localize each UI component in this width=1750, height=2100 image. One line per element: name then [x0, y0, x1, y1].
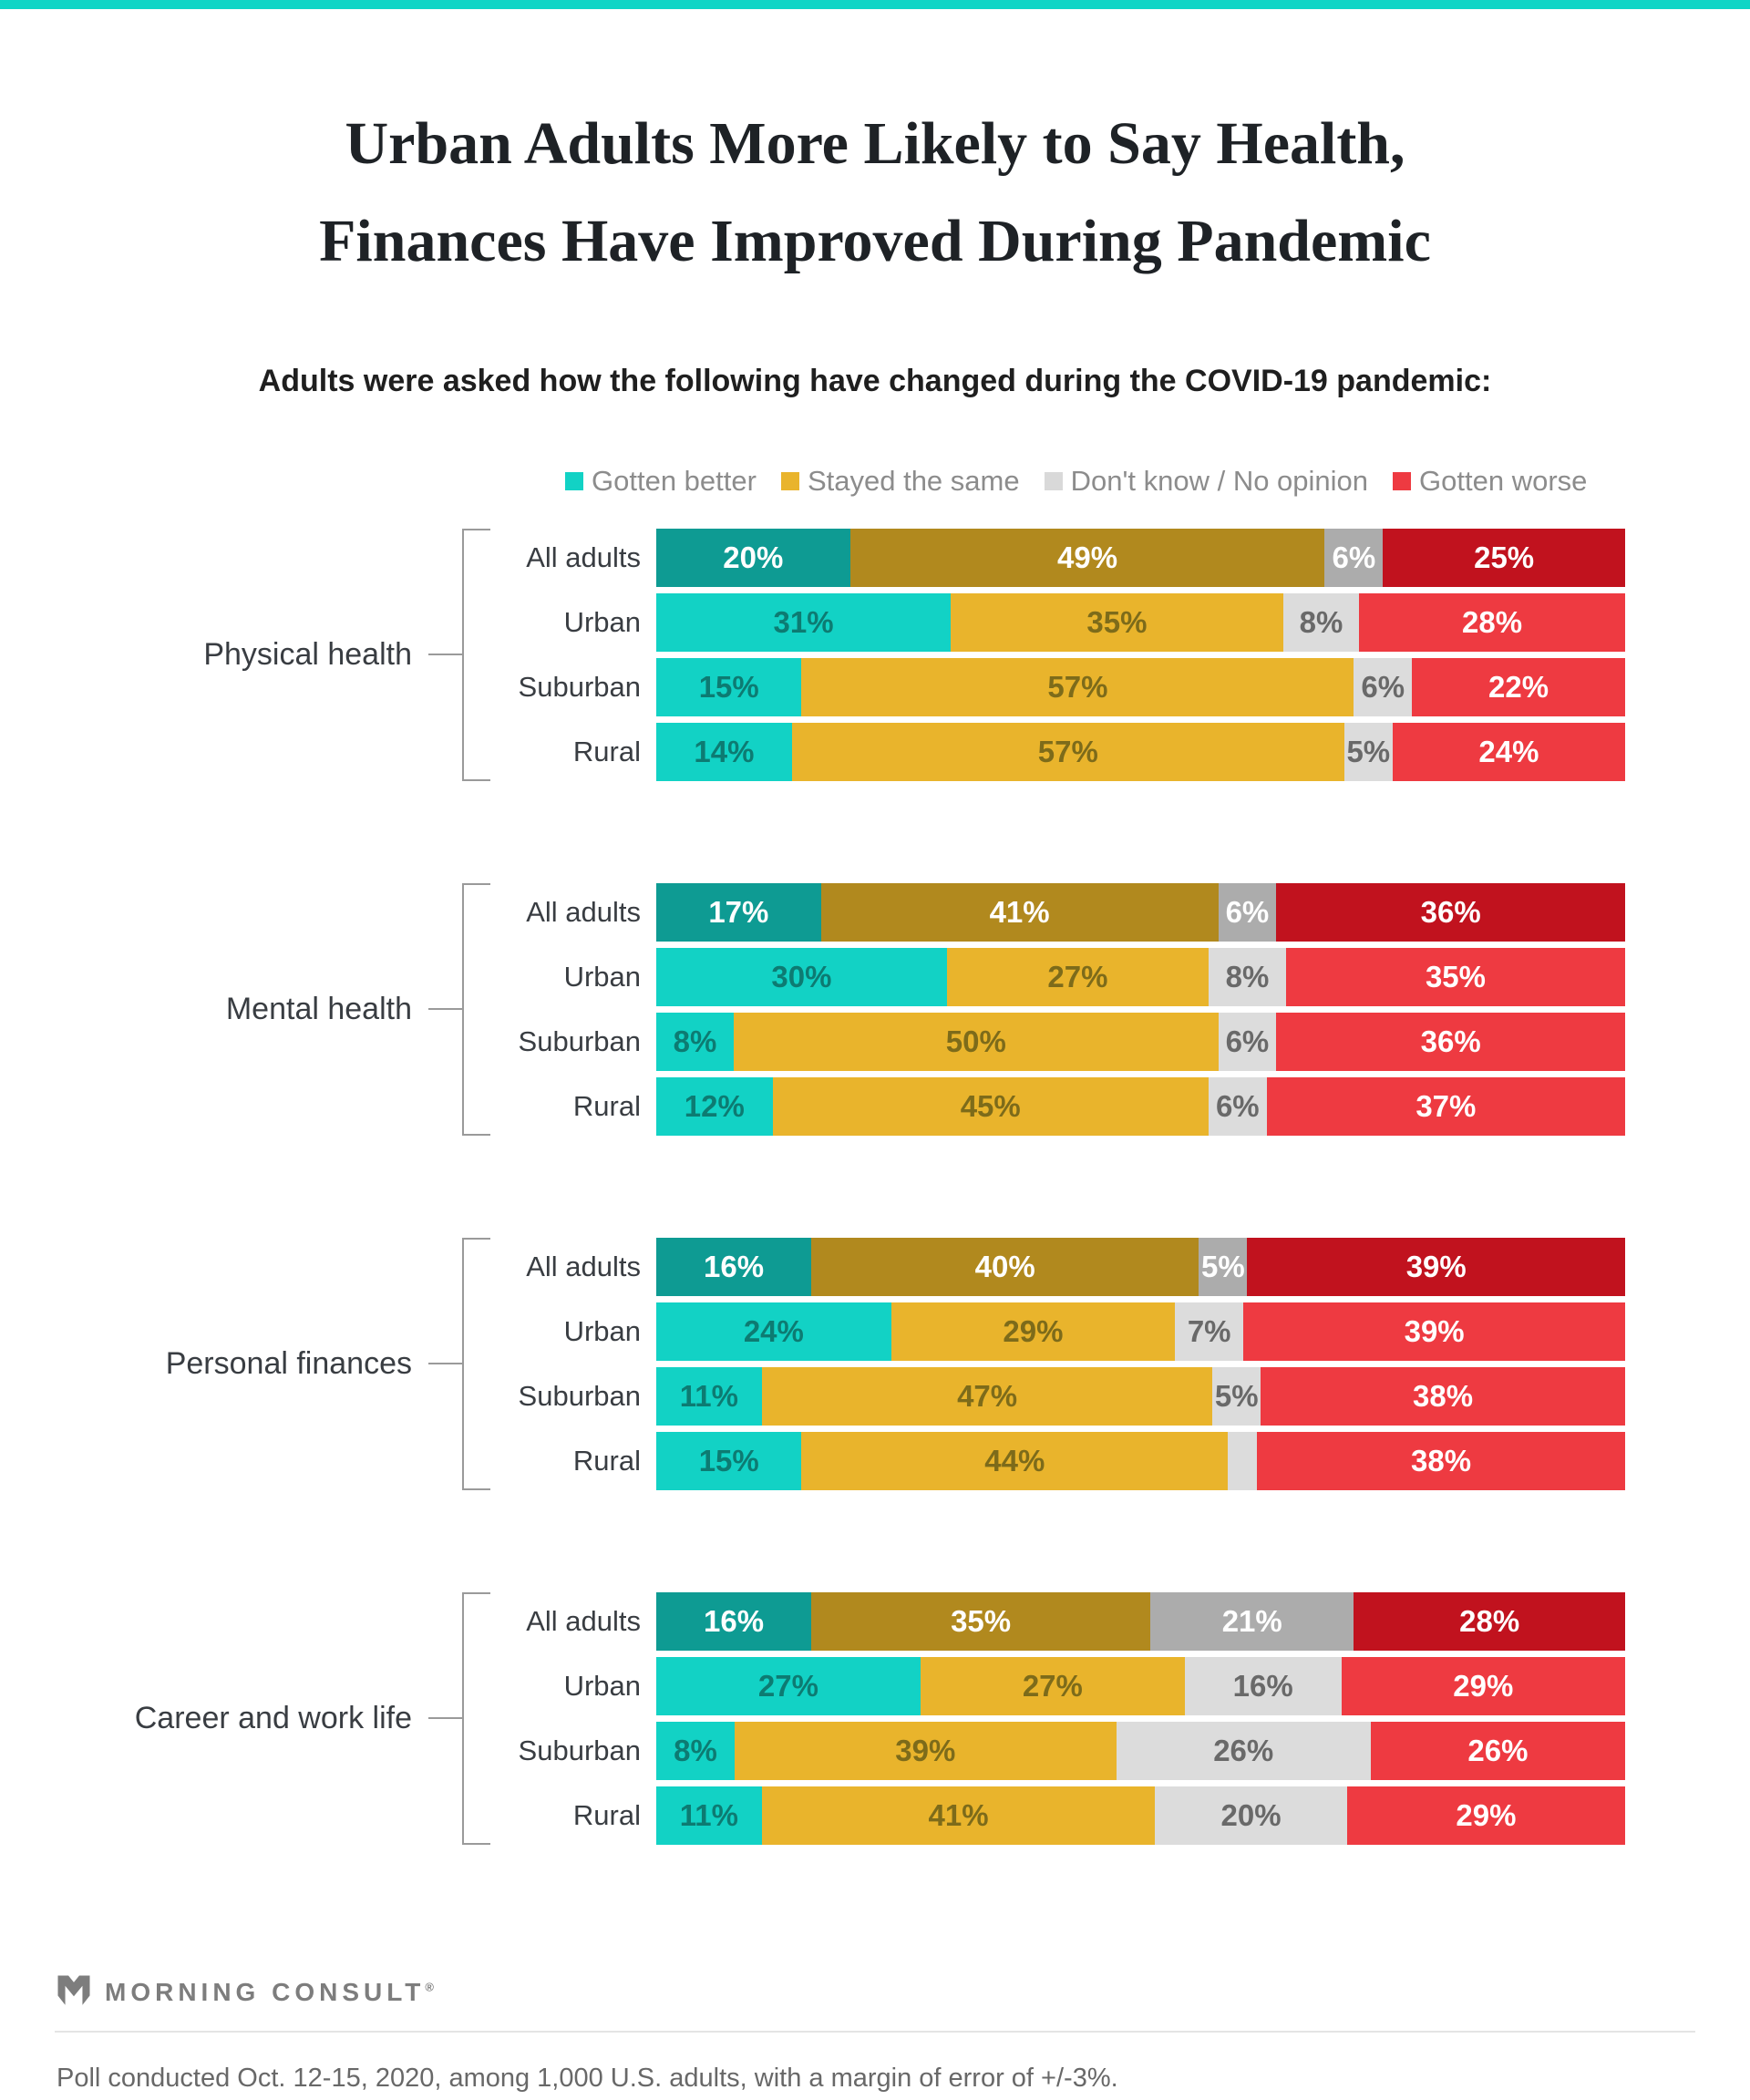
- bar-segment-stayed-the-same: [762, 1786, 1156, 1845]
- bar-segment-gotten-worse: [1276, 883, 1625, 942]
- morning-consult-logo-text: [105, 1972, 434, 2007]
- bar-segment-dont-know-no-opinion: [1354, 658, 1412, 716]
- group-rows: [490, 1238, 1750, 1490]
- bar-segment-dont-know-no-opinion: [1209, 1077, 1267, 1136]
- registered-trademark: ®: [425, 1980, 434, 1994]
- bar-segment-gotten-better: [656, 1592, 811, 1651]
- bar-value-label: 8%: [1299, 604, 1343, 639]
- morning-consult-logo: [0, 1972, 1750, 2011]
- legend-label: Gotten better: [592, 464, 757, 497]
- legend-item-gotten-worse: [1393, 465, 1587, 498]
- bar-segment-stayed-the-same: [947, 948, 1209, 1006]
- page-title-line1: Urban Adults More Likely to Say Health,: [345, 110, 1405, 177]
- bar-value-label: 17%: [708, 894, 769, 929]
- bar-value-label: 28%: [1459, 1603, 1520, 1638]
- page-title: [0, 96, 1750, 291]
- bar-value-label: 39%: [1404, 1313, 1465, 1348]
- chart-group: [0, 1592, 1750, 1845]
- bar-segment-dont-know-no-opinion: [1175, 1302, 1243, 1361]
- row-label: All adults: [526, 1250, 641, 1282]
- group-label: Career and work life: [134, 1700, 412, 1735]
- group-label-cell: [0, 1238, 490, 1490]
- bar-value-label: 6%: [1361, 669, 1405, 704]
- bar-segment-gotten-worse: [1286, 948, 1625, 1006]
- bar-row: [490, 1013, 1750, 1071]
- group-rows: [490, 1592, 1750, 1845]
- bar-segment-gotten-better: [656, 593, 951, 652]
- bar-segment-dont-know-no-opinion: [1219, 1013, 1277, 1071]
- stacked-bar: [656, 1657, 1625, 1715]
- bar-value-label: 15%: [698, 1443, 759, 1477]
- bar-value-label: 57%: [1037, 734, 1098, 768]
- bar-segment-gotten-better: [656, 1657, 921, 1715]
- legend-label: Stayed the same: [807, 464, 1020, 497]
- bar-segment-gotten-better: [656, 529, 850, 587]
- bar-value-label: 38%: [1411, 1443, 1472, 1477]
- row-label: All adults: [526, 1604, 641, 1637]
- bar-segment-gotten-better: [656, 1722, 735, 1780]
- bar-segment-gotten-worse: [1276, 1013, 1625, 1071]
- bar-segment-stayed-the-same: [734, 1013, 1219, 1071]
- bar-value-label: 31%: [773, 604, 834, 639]
- bar-row: [490, 593, 1750, 652]
- bar-value-label: 44%: [984, 1443, 1045, 1477]
- group-label-cell: [0, 1592, 490, 1845]
- bar-segment-gotten-worse: [1243, 1302, 1625, 1361]
- bar-value-label: 35%: [1425, 959, 1487, 993]
- stacked-bar: [656, 593, 1625, 652]
- bar-value-label: 39%: [895, 1733, 956, 1767]
- legend-label: Don't know / No opinion: [1070, 464, 1369, 497]
- legend-swatch-gotten-worse: [1393, 472, 1411, 490]
- bar-segment-dont-know-no-opinion: [1155, 1786, 1347, 1845]
- bar-value-label: 47%: [957, 1378, 1018, 1413]
- poll-methodology-note: Poll conducted Oct. 12-15, 2020, among 1,000 U.S. adults, with a margin of error of +/-3%.: [57, 2063, 1118, 2093]
- stacked-bar: [656, 529, 1625, 587]
- bar-value-label: 16%: [704, 1603, 765, 1638]
- bar-value-label: 5%: [1214, 1378, 1259, 1413]
- bar-segment-stayed-the-same: [951, 593, 1283, 652]
- row-label: Rural: [572, 735, 641, 767]
- bar-row: [490, 1786, 1750, 1845]
- bar-value-label: 24%: [1478, 734, 1539, 768]
- row-label: All adults: [526, 895, 641, 928]
- bar-value-label: 8%: [1225, 959, 1270, 993]
- footer-divider: [55, 2031, 1695, 2033]
- bar-value-label: 26%: [1213, 1733, 1274, 1767]
- bar-segment-stayed-the-same: [811, 1238, 1199, 1296]
- bar-value-label: 29%: [1453, 1668, 1514, 1703]
- legend-swatch-dont-know-no-opinion: [1045, 472, 1063, 490]
- bar-value-label: 22%: [1488, 669, 1549, 704]
- bar-segment-gotten-better: [656, 1786, 762, 1845]
- bar-value-label: 12%: [684, 1088, 745, 1123]
- bracket-connector: [428, 1008, 462, 1010]
- chart-group: [0, 1238, 1750, 1490]
- page-subtitle: Adults were asked how the following have changed during the COVID-19 pandemic:: [258, 363, 1492, 398]
- stacked-bar: [656, 723, 1625, 781]
- row-label: All adults: [526, 540, 641, 573]
- bar-row: [490, 529, 1750, 587]
- bar-segment-stayed-the-same: [821, 883, 1219, 942]
- top-accent-bar: [0, 0, 1750, 9]
- group-bracket: [462, 1238, 490, 1490]
- group-bracket: [462, 1592, 490, 1845]
- bar-value-label: 41%: [928, 1797, 989, 1832]
- bar-value-label: 25%: [1474, 540, 1535, 574]
- group-bracket: [462, 529, 490, 781]
- bar-value-label: 21%: [1221, 1603, 1282, 1638]
- stacked-bar: [656, 1432, 1625, 1490]
- bar-segment-gotten-better: [656, 1367, 762, 1426]
- bar-segment-gotten-worse: [1393, 723, 1625, 781]
- bar-value-label: 5%: [1346, 734, 1391, 768]
- bar-segment-dont-know-no-opinion: [1228, 1432, 1257, 1490]
- bar-segment-dont-know-no-opinion: [1199, 1238, 1247, 1296]
- group-rows: [490, 529, 1750, 781]
- group-label: Physical health: [203, 636, 412, 672]
- bar-row: [490, 883, 1750, 942]
- bar-segment-stayed-the-same: [801, 658, 1354, 716]
- bar-segment-gotten-better: [656, 1077, 773, 1136]
- bar-value-label: 6%: [1215, 1088, 1260, 1123]
- bar-segment-stayed-the-same: [850, 529, 1325, 587]
- bar-segment-gotten-better: [656, 1432, 801, 1490]
- row-label: Rural: [572, 1798, 641, 1831]
- bar-segment-gotten-worse: [1371, 1722, 1625, 1780]
- bar-value-label: 14%: [694, 734, 755, 768]
- legend-label: Gotten worse: [1419, 464, 1588, 497]
- bar-value-label: 40%: [974, 1249, 1035, 1283]
- bar-value-label: 8%: [673, 1024, 717, 1058]
- legend-swatch-gotten-better: [565, 472, 583, 490]
- legend-swatch-stayed-the-same: [781, 472, 799, 490]
- bracket-connector: [428, 1717, 462, 1719]
- bar-segment-stayed-the-same: [773, 1077, 1209, 1136]
- bar-value-label: 15%: [698, 669, 759, 704]
- bar-segment-stayed-the-same: [792, 723, 1344, 781]
- bar-value-label: 38%: [1412, 1378, 1474, 1413]
- group-label-cell: [0, 529, 490, 781]
- page-title-line2: Finances Have Improved During Pandemic: [319, 207, 1431, 274]
- bar-segment-dont-know-no-opinion: [1324, 529, 1383, 587]
- bar-value-label: 20%: [723, 540, 784, 574]
- bar-value-label: 6%: [1225, 1024, 1270, 1058]
- stacked-bar: [656, 1302, 1625, 1361]
- stacked-bar: [656, 1592, 1625, 1651]
- bar-segment-gotten-worse: [1257, 1432, 1625, 1490]
- bar-segment-stayed-the-same: [811, 1592, 1150, 1651]
- legend-item-stayed-the-same: [781, 465, 1020, 498]
- row-label: Suburban: [518, 1734, 641, 1766]
- bar-segment-gotten-worse: [1347, 1786, 1625, 1845]
- bar-value-label: 16%: [1232, 1668, 1293, 1703]
- bar-value-label: 26%: [1467, 1733, 1529, 1767]
- bar-row: [490, 1077, 1750, 1136]
- group-bracket: [462, 883, 490, 1136]
- bar-segment-gotten-better: [656, 1302, 891, 1361]
- bar-segment-gotten-worse: [1359, 593, 1625, 652]
- legend-item-gotten-better: [565, 465, 757, 498]
- bracket-connector: [428, 1363, 462, 1364]
- legend-item-dont-know-no-opinion: [1045, 465, 1368, 498]
- morning-consult-logo-icon: [55, 1972, 93, 2011]
- bar-segment-gotten-worse: [1342, 1657, 1625, 1715]
- stacked-bar: [656, 1367, 1625, 1426]
- bar-value-label: 8%: [674, 1733, 717, 1767]
- bar-value-label: 7%: [1187, 1313, 1231, 1348]
- bar-row: [490, 1238, 1750, 1296]
- brand-name: MORNING CONSULT: [105, 1977, 426, 2006]
- bar-value-label: 57%: [1047, 669, 1108, 704]
- row-label: Suburban: [518, 670, 641, 703]
- stacked-bar: [656, 948, 1625, 1006]
- stacked-bar: [656, 1786, 1625, 1845]
- bar-value-label: 11%: [679, 1378, 738, 1413]
- bar-row: [490, 948, 1750, 1006]
- bar-segment-dont-know-no-opinion: [1212, 1367, 1261, 1426]
- stacked-bar: [656, 1238, 1625, 1296]
- bar-value-label: 6%: [1225, 894, 1270, 929]
- bar-segment-stayed-the-same: [801, 1432, 1228, 1490]
- bar-segment-gotten-better: [656, 948, 947, 1006]
- bar-value-label: 35%: [1086, 604, 1148, 639]
- bar-value-label: 36%: [1420, 1024, 1481, 1058]
- row-label: Urban: [563, 960, 641, 993]
- bar-value-label: 27%: [757, 1668, 818, 1703]
- bar-segment-dont-know-no-opinion: [1185, 1657, 1342, 1715]
- row-label: Rural: [572, 1444, 641, 1477]
- row-label: Suburban: [518, 1379, 641, 1412]
- bar-row: [490, 1367, 1750, 1426]
- bar-value-label: 37%: [1415, 1088, 1477, 1123]
- bar-row: [490, 1657, 1750, 1715]
- footer: [0, 1972, 1750, 2094]
- stacked-bar: [656, 1722, 1625, 1780]
- bar-segment-gotten-better: [656, 658, 801, 716]
- bar-segment-dont-know-no-opinion: [1150, 1592, 1354, 1651]
- bar-value-label: 45%: [960, 1088, 1021, 1123]
- stacked-bar: [656, 658, 1625, 716]
- bar-segment-dont-know-no-opinion: [1344, 723, 1393, 781]
- group-label-cell: [0, 883, 490, 1136]
- bar-value-label: 5%: [1201, 1249, 1245, 1283]
- bar-segment-gotten-worse: [1383, 529, 1625, 587]
- group-rows: [490, 883, 1750, 1136]
- bar-segment-stayed-the-same: [762, 1367, 1213, 1426]
- bar-row: [490, 658, 1750, 716]
- row-label: Urban: [563, 1314, 641, 1347]
- bar-value-label: 29%: [1456, 1797, 1517, 1832]
- bar-value-label: 36%: [1420, 894, 1481, 929]
- bar-value-label: 24%: [743, 1313, 804, 1348]
- row-label: Urban: [563, 605, 641, 638]
- chart-groups: [0, 529, 1750, 1845]
- bar-segment-dont-know-no-opinion: [1219, 883, 1277, 942]
- group-label: Mental health: [225, 991, 412, 1026]
- row-label: Urban: [563, 1669, 641, 1702]
- bar-value-label: 27%: [1022, 1668, 1083, 1703]
- bar-segment-gotten-better: [656, 883, 821, 942]
- stacked-bar: [656, 883, 1625, 942]
- bar-segment-gotten-better: [656, 723, 792, 781]
- bar-value-label: 39%: [1405, 1249, 1467, 1283]
- bar-segment-gotten-worse: [1267, 1077, 1625, 1136]
- bar-segment-stayed-the-same: [921, 1657, 1185, 1715]
- bar-segment-stayed-the-same: [891, 1302, 1175, 1361]
- bar-row: [490, 723, 1750, 781]
- bar-value-label: 50%: [945, 1024, 1006, 1058]
- bracket-connector: [428, 654, 462, 655]
- chart-group: [0, 883, 1750, 1136]
- bar-value-label: 28%: [1462, 604, 1523, 639]
- bar-value-label: 30%: [771, 959, 832, 993]
- bar-segment-gotten-better: [656, 1013, 734, 1071]
- bar-row: [490, 1302, 1750, 1361]
- bar-segment-gotten-worse: [1412, 658, 1625, 716]
- bar-segment-gotten-worse: [1261, 1367, 1625, 1426]
- row-label: Rural: [572, 1089, 641, 1122]
- bar-segment-stayed-the-same: [735, 1722, 1117, 1780]
- bar-value-label: 6%: [1332, 540, 1376, 574]
- bar-segment-dont-know-no-opinion: [1283, 593, 1359, 652]
- bar-segment-gotten-better: [656, 1238, 811, 1296]
- stacked-bar: [656, 1013, 1625, 1071]
- bar-segment-dont-know-no-opinion: [1117, 1722, 1371, 1780]
- bar-segment-dont-know-no-opinion: [1209, 948, 1286, 1006]
- bar-value-label: 11%: [679, 1797, 738, 1832]
- bar-value-label: 49%: [1057, 540, 1118, 574]
- bar-value-label: 16%: [704, 1249, 765, 1283]
- group-label: Personal finances: [165, 1345, 412, 1381]
- bar-segment-gotten-worse: [1354, 1592, 1625, 1651]
- legend: [565, 465, 1587, 498]
- bar-value-label: 35%: [951, 1603, 1012, 1638]
- bar-row: [490, 1432, 1750, 1490]
- bar-row: [490, 1592, 1750, 1651]
- bar-segment-gotten-worse: [1247, 1238, 1625, 1296]
- bar-row: [490, 1722, 1750, 1780]
- row-label: Suburban: [518, 1024, 641, 1057]
- stacked-bar: [656, 1077, 1625, 1136]
- chart-group: [0, 529, 1750, 781]
- bar-value-label: 27%: [1047, 959, 1108, 993]
- bar-value-label: 41%: [989, 894, 1050, 929]
- bar-value-label: 29%: [1003, 1313, 1064, 1348]
- chart: [0, 529, 1750, 1845]
- bar-value-label: 20%: [1220, 1797, 1282, 1832]
